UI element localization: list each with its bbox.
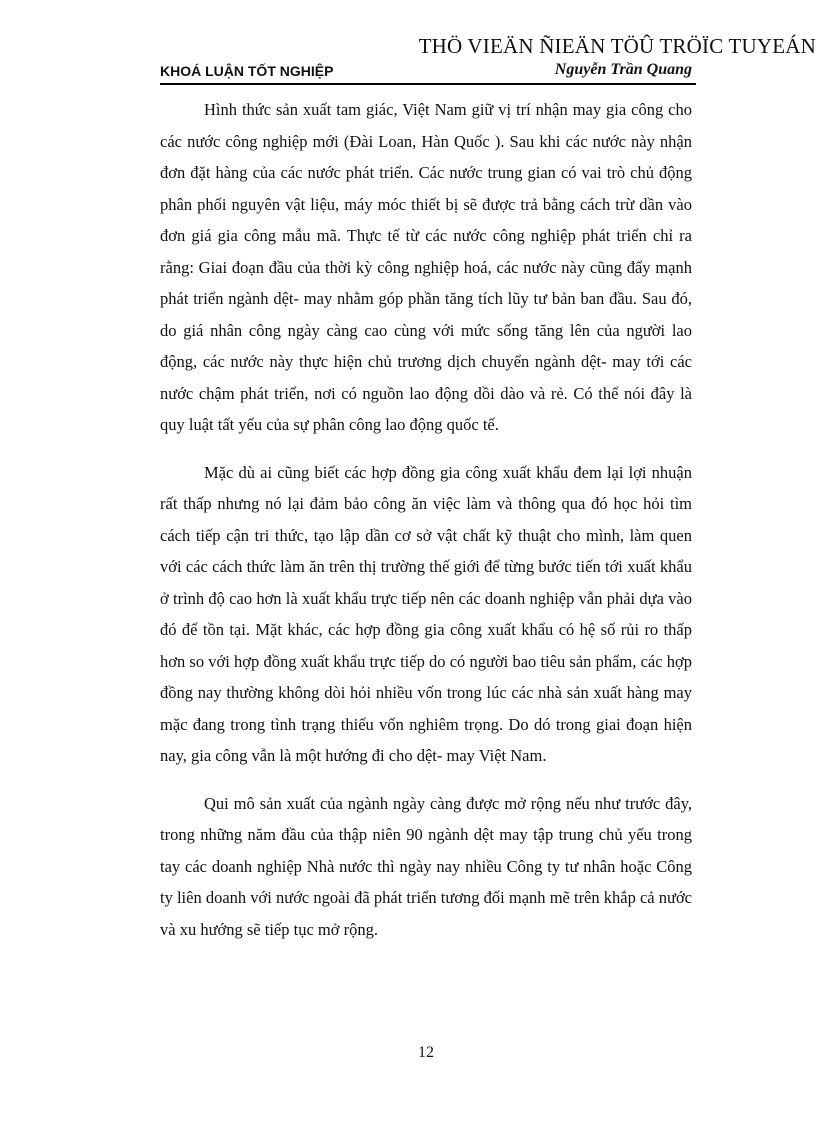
document-body xyxy=(160,94,692,961)
library-watermark: THÖ VIEÄN ÑIEÄN TÖÛ TRÖÏC TUYEÁN xyxy=(418,34,816,58)
paragraph: Mặc dù ai cũng biết các hợp đồng gia công xuất khẩu đem lại lợi nhuận rất thấp nhưng nó lại đảm bảo công ăn việc làm và thông qua đó học hỏi tìm cách tiếp cận tri thức, tạo lập dần cơ sở vật chất kỹ thuật cho mình, làm quen với các cách thức làm ăn trên thị trường thế giới để từng bước tiến tới xuất khẩu ở trình độ cao hơn là xuất khẩu trực tiếp nên các doanh nghiệp vẫn phải dựa vào đó để tồn tại. Mặt khác, các hợp đồng gia công xuất khẩu có hệ số rủi ro thấp hơn so với hợp đồng xuất khẩu trực tiếp do có người bao tiêu sản phẩm, các hợp đồng nay thường không dòi hỏi nhiều vốn trong lúc các nhà sản xuất hàng may mặc đang trong tình trạng thiếu vốn nghiêm trọng. Do dó trong giai đoạn hiện nay, gia công vẫn là một hướng đi cho dệt- may Việt Nam. xyxy=(160,462,692,765)
author-name: Nguyễn Trần Quang xyxy=(554,61,692,78)
page-header xyxy=(160,61,696,85)
page-number: 12 xyxy=(418,1044,434,1061)
thesis-label: KHOÁ LUẬN TỐT NGHIỆP xyxy=(160,63,334,79)
paragraph: Qui mô sản xuất của ngành ngày càng được mở rộng nếu như trước đây, trong những năm đầu của thập niên 90 ngành dệt may tập trung chủ yếu trong tay các doanh nghiệp Nhà nước thì ngày nay nhiều Công ty tư nhân hoặc Công ty liên doanh với nước ngoài đã phát triển tương đối mạnh mẽ trên khắp cả nước và xu hướng sẽ tiếp tục mở rộng. xyxy=(160,793,692,939)
paragraph: Hình thức sản xuất tam giác, Việt Nam giữ vị trí nhận may gia công cho các nước công nghiệp mới (Đài Loan, Hàn Quốc ). Sau khi các nước này nhận đơn đặt hàng của các nước phát triển. Các nước trung gian có vai trò chủ động phân phối nguyên vật liệu, máy móc thiết bị sẽ được trả bằng cách trừ dần vào đơn giá gia công mẫu mã. Thực tế từ các nước công nghiệp phát triển chỉ ra rằng: Giai đoạn đầu của thời kỳ công nghiệp hoá, các nước này cũng đẩy mạnh phát triển ngành dệt- may nhằm góp phần tăng tích lũy tư bản ban đầu. Sau đó, do giá nhân công ngày càng cao cùng với mức sống tăng lên của người lao động, các nước này thực hiện chủ trương dịch chuyển ngành dệt- may tới các nước chậm phát triển, nơi có nguồn lao động dồi dào và rẻ. Có thể nói đây là quy luật tất yếu của sự phân công lao động quốc tế. xyxy=(160,100,692,434)
